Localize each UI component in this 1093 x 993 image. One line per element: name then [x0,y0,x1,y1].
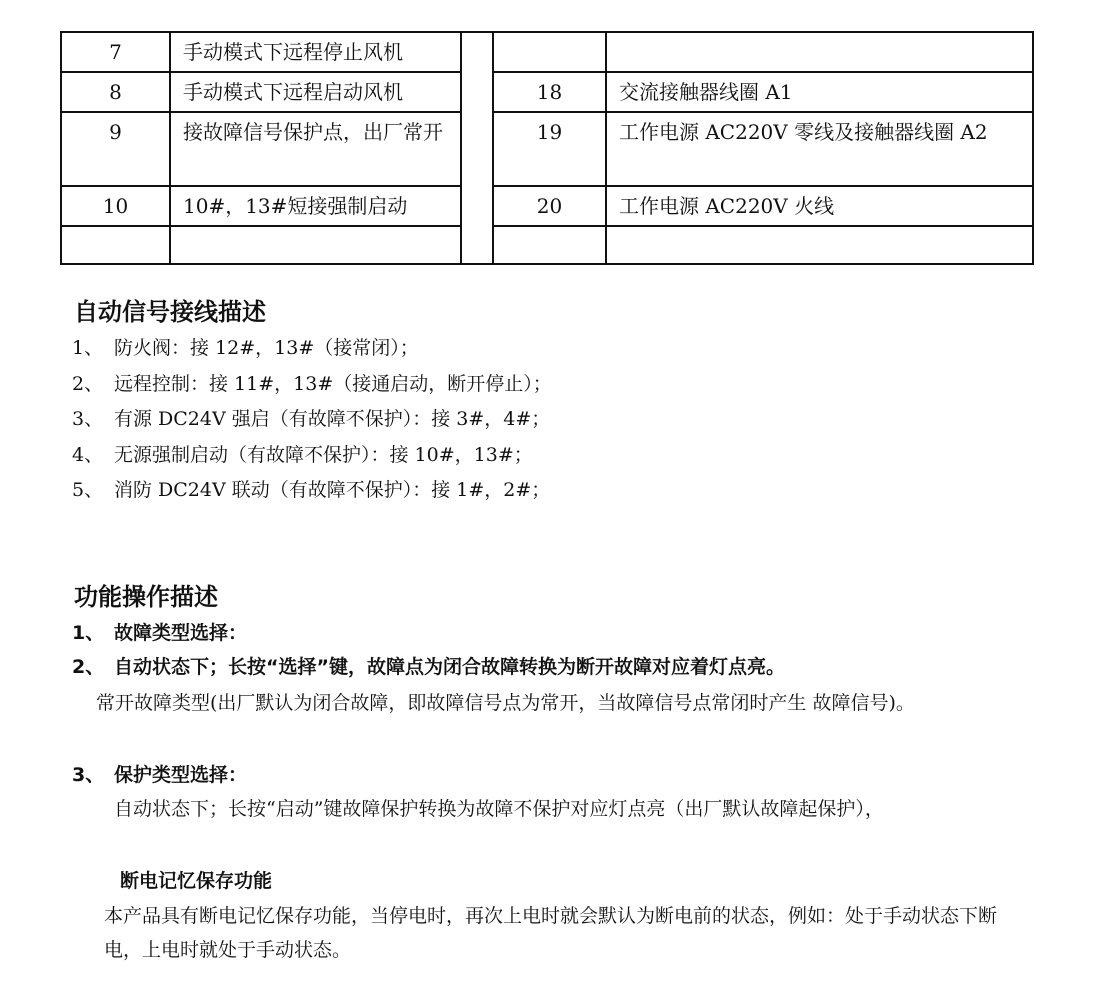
memory-function-title: 断电记忆保存功能 [120,870,273,892]
list-text: 故障类型选择： [114,622,248,644]
terminal-number: 18 [493,72,606,112]
list-index: 1、 [72,337,104,359]
terminal-number: 8 [61,72,170,112]
auto-signal-title: 自动信号接线描述 [74,298,266,326]
terminal-description: 10#，13#短接强制启动 [170,186,461,226]
terminal-number [493,32,606,72]
terminal-number: 7 [61,32,170,72]
list-text: 防火阀：接 12#，13#（接常闭）； [114,337,419,359]
fault-type-item [72,616,247,650]
terminal-description: 交流接触器线圈 A1 [606,72,1033,112]
list-text: 远程控制：接 11#，13#（接通启动，断开停止）； [114,372,552,395]
terminal-description: 工作电源 AC220V 火线 [606,186,1033,226]
memory-function-description: 本产品具有断电记忆保存功能，当停电时，再次上电时就会默认为断电前的状态，例如：处于手动状态下断电，上电时就处于手动状态。 [104,905,998,961]
list-index: 5、 [72,479,104,501]
terminal-description: 工作电源 AC220V 零线及接触器线圈 A2 [606,112,1033,186]
terminal-number: 9 [61,112,170,186]
list-index: 1、 [72,622,105,644]
table-row [61,226,1033,264]
list-text: 消防 DC24V 联动（有故障不保护）：接 1#，2#； [114,479,551,501]
protection-type-item [72,758,247,792]
terminal-number: 10 [61,186,170,226]
list-item [72,367,552,403]
list-text: 有源 DC24V 强启（有故障不保护）：接 3#，4#； [114,408,551,430]
terminal-table [60,31,1034,265]
table-row [61,72,1033,112]
terminal-description: 手动模式下远程停止风机 [170,32,461,72]
list-item [72,473,552,509]
terminal-number [61,226,170,264]
fault-type-description [96,686,1026,720]
protection-type-description: 自动状态下；长按“启动”键故障保护转换为故障不保护对应灯点亮（出厂默认故障起保护）， [114,798,884,820]
list-index: 2、 [72,372,104,395]
function-ops-title: 功能操作描述 [74,583,218,611]
terminal-description [606,226,1033,264]
terminal-description [606,32,1033,72]
paragraph-text: 常开故障类型(出厂默认为闭合故障，即故障信号点为常开，当故障信号点常闭时产生 故障信号)。 [96,692,915,714]
list-text: 自动状态下；长按“选择”键，故障点为闭合故障转换为断开故障对应着灯点亮。 [114,656,785,678]
list-index: 2、 [72,656,105,678]
list-item [72,438,552,474]
terminal-description [170,226,461,264]
table-row [61,112,1033,186]
list-index: 3、 [72,408,104,430]
auto-signal-list [72,331,552,509]
terminal-description: 接故障信号保护点，出厂常开 [170,112,461,186]
list-index: 3、 [72,764,105,786]
table-divider [461,32,493,264]
auto-fault-switch-item [72,650,785,684]
terminal-number: 19 [493,112,606,186]
table-row [61,186,1033,226]
list-text: 保护类型选择： [114,764,248,786]
list-item [72,331,552,367]
table-row [61,32,1033,72]
list-item [72,402,552,438]
terminal-number [493,226,606,264]
list-text: 无源强制启动（有故障不保护）：接 10#，13#； [114,443,533,466]
terminal-description: 手动模式下远程启动风机 [170,72,461,112]
list-index: 4、 [72,443,104,466]
terminal-number: 20 [493,186,606,226]
